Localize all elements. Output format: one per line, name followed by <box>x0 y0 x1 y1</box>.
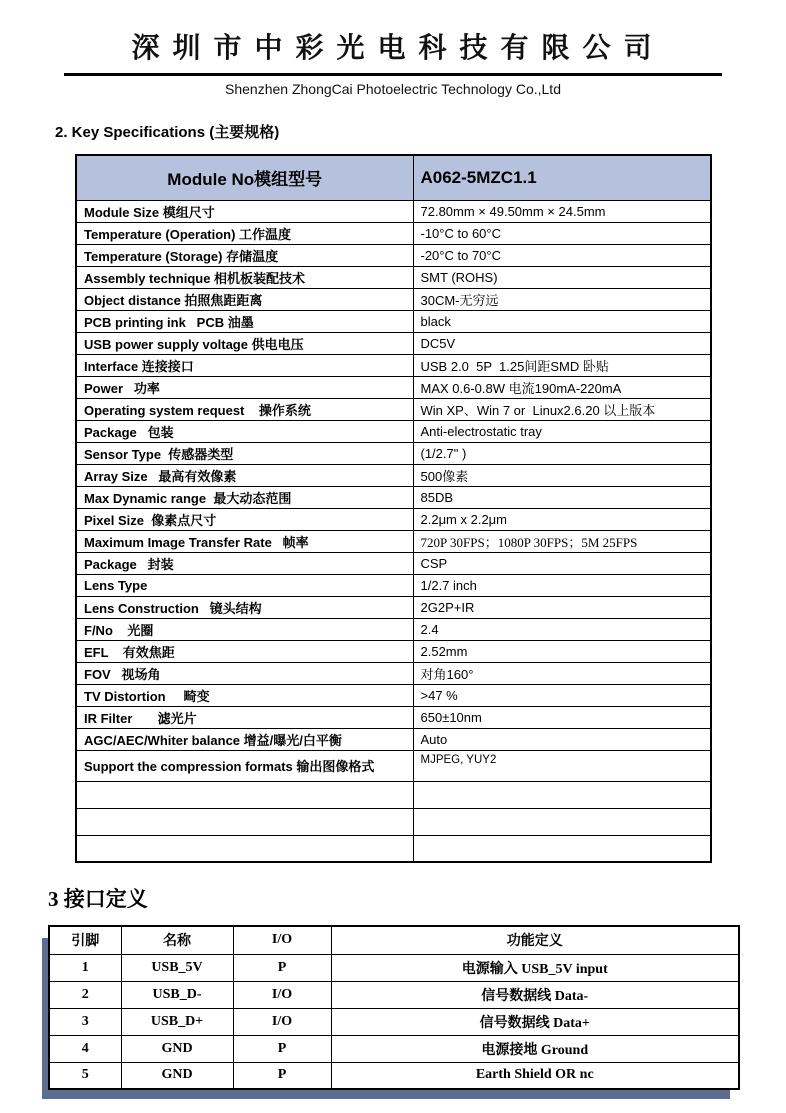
spec-row <box>76 266 711 288</box>
pin-row <box>49 1008 739 1035</box>
spec-row <box>76 684 711 706</box>
spec-table-body <box>76 200 711 862</box>
spec-value-cell: black <box>413 310 711 332</box>
spec-value-cell: 500像素 <box>413 464 711 486</box>
spec-label-cell: Lens Type <box>76 574 413 596</box>
pin-column-header: I/O <box>233 926 331 954</box>
spec-label-cell: USB power supply voltage 供电电压 <box>76 332 413 354</box>
section2-heading: 2. Key Specifications (主要规格) <box>55 124 280 141</box>
section3-heading: 3 接口定义 <box>48 887 148 911</box>
spec-value-cell: 720P 30FPS；1080P 30FPS；5M 25FPS <box>413 530 711 552</box>
spec-label-cell: Support the compression formats 输出图像格式 <box>76 750 413 781</box>
spec-value-cell: 2.4 <box>413 618 711 640</box>
spec-value-cell: USB 2.0 5P 1.25间距SMD 卧贴 <box>413 354 711 376</box>
spec-label-cell: FOV 视场角 <box>76 662 413 684</box>
spec-row <box>76 332 711 354</box>
spec-value-cell: -10°C to 60°C <box>413 222 711 244</box>
spec-empty-value-cell <box>413 835 711 862</box>
pin-cell: P <box>233 1035 331 1062</box>
pin-cell: 2 <box>49 981 121 1008</box>
company-title-english: Shenzhen ZhongCai Photoelectric Technology Co.,Ltd <box>225 81 561 97</box>
pin-row <box>49 1062 739 1089</box>
spec-value-cell: Win XP、Win 7 or Linux2.6.20 以上版本 <box>413 398 711 420</box>
pin-cell: P <box>233 1062 331 1089</box>
spec-value-cell: 72.80mm × 49.50mm × 24.5mm <box>413 200 711 222</box>
spec-label-cell: IR Filter 滤光片 <box>76 706 413 728</box>
key-specifications-table <box>75 154 712 863</box>
spec-value-cell: 650±10nm <box>413 706 711 728</box>
spec-row <box>76 508 711 530</box>
pin-cell: 电源输入 USB_5V input <box>331 954 739 981</box>
spec-empty-row <box>76 781 711 808</box>
pin-row <box>49 954 739 981</box>
pin-column-header: 功能定义 <box>331 926 739 954</box>
spec-row <box>76 750 711 781</box>
pin-header-row <box>49 926 739 954</box>
document-header <box>0 0 786 97</box>
spec-empty-label-cell <box>76 781 413 808</box>
spec-row <box>76 574 711 596</box>
spec-row <box>76 420 711 442</box>
spec-value-cell: 85DB <box>413 486 711 508</box>
spec-value-cell: SMT (ROHS) <box>413 266 711 288</box>
spec-row <box>76 486 711 508</box>
spec-empty-value-cell <box>413 808 711 835</box>
pin-definition-table <box>48 925 740 1090</box>
spec-value-cell: >47 % <box>413 684 711 706</box>
pin-column-header: 名称 <box>121 926 233 954</box>
spec-label-cell: TV Distortion 畸变 <box>76 684 413 706</box>
spec-empty-label-cell <box>76 808 413 835</box>
spec-row <box>76 376 711 398</box>
pin-cell: Earth Shield OR nc <box>331 1062 739 1089</box>
spec-value-cell: 2G2P+IR <box>413 596 711 618</box>
spec-label-cell: F/No 光圈 <box>76 618 413 640</box>
spec-label-cell: Pixel Size 像素点尺寸 <box>76 508 413 530</box>
spec-value-cell: (1/2.7" ) <box>413 442 711 464</box>
spec-value-cell: Anti-electrostatic tray <box>413 420 711 442</box>
spec-label-cell: Interface 连接接口 <box>76 354 413 376</box>
company-title-chinese: 深 圳 市 中 彩 光 电 科 技 有 限 公 司 <box>131 33 655 64</box>
spec-label-cell: EFL 有效焦距 <box>76 640 413 662</box>
spec-value-cell: 2.2μm x 2.2μm <box>413 508 711 530</box>
spec-empty-value-cell <box>413 781 711 808</box>
spec-table-header <box>76 155 711 200</box>
pin-cell: 信号数据线 Data+ <box>331 1008 739 1035</box>
pin-cell: 电源接地 Ground <box>331 1035 739 1062</box>
spec-value-cell: MJPEG, YUY2 <box>413 750 711 781</box>
spec-value-cell: 对角160° <box>413 662 711 684</box>
spec-label-cell: PCB printing ink PCB 油墨 <box>76 310 413 332</box>
spec-value-cell: MAX 0.6-0.8W 电流190mA-220mA <box>413 376 711 398</box>
spec-row <box>76 398 711 420</box>
pin-column-header: 引脚 <box>49 926 121 954</box>
spec-row <box>76 728 711 750</box>
spec-value-cell: 30CM-无穷远 <box>413 288 711 310</box>
spec-value-cell: Auto <box>413 728 711 750</box>
pin-row <box>49 1035 739 1062</box>
spec-label-cell: Package 包装 <box>76 420 413 442</box>
spec-label-cell: Assembly technique 相机板装配技术 <box>76 266 413 288</box>
pin-cell: USB_5V <box>121 954 233 981</box>
spec-header-row <box>76 155 711 200</box>
spec-row <box>76 662 711 684</box>
spec-empty-label-cell <box>76 835 413 862</box>
spec-label-cell: Object distance 拍照焦距距离 <box>76 288 413 310</box>
spec-empty-row <box>76 808 711 835</box>
spec-value-cell: CSP <box>413 552 711 574</box>
spec-row <box>76 706 711 728</box>
spec-row <box>76 200 711 222</box>
spec-row <box>76 354 711 376</box>
spec-label-cell: Package 封装 <box>76 552 413 574</box>
pin-cell: USB_D- <box>121 981 233 1008</box>
pin-cell: P <box>233 954 331 981</box>
pin-cell: 4 <box>49 1035 121 1062</box>
module-no-header-cell: Module No模组型号 <box>76 155 413 200</box>
spec-row <box>76 618 711 640</box>
pin-cell: 1 <box>49 954 121 981</box>
pin-cell: USB_D+ <box>121 1008 233 1035</box>
pin-table-body <box>49 954 739 1089</box>
pin-cell: I/O <box>233 1008 331 1035</box>
spec-row <box>76 530 711 552</box>
spec-label-cell: Operating system request 操作系统 <box>76 398 413 420</box>
pin-cell: 3 <box>49 1008 121 1035</box>
spec-label-cell: Temperature (Operation) 工作温度 <box>76 222 413 244</box>
pin-row <box>49 981 739 1008</box>
spec-label-cell: Maximum Image Transfer Rate 帧率 <box>76 530 413 552</box>
spec-row <box>76 310 711 332</box>
spec-label-cell: AGC/AEC/Whiter balance 增益/曝光/白平衡 <box>76 728 413 750</box>
spec-row <box>76 222 711 244</box>
module-no-value-cell: A062-5MZC1.1 <box>413 155 711 200</box>
spec-empty-row <box>76 835 711 862</box>
pin-cell: 信号数据线 Data- <box>331 981 739 1008</box>
spec-label-cell: Sensor Type 传感器类型 <box>76 442 413 464</box>
spec-label-cell: Max Dynamic range 最大动态范围 <box>76 486 413 508</box>
spec-row <box>76 288 711 310</box>
pin-cell: GND <box>121 1062 233 1089</box>
spec-value-cell: DC5V <box>413 332 711 354</box>
pin-cell: 5 <box>49 1062 121 1089</box>
spec-row <box>76 244 711 266</box>
spec-row <box>76 552 711 574</box>
pin-cell: I/O <box>233 981 331 1008</box>
spec-row <box>76 596 711 618</box>
spec-value-cell: 1/2.7 inch <box>413 574 711 596</box>
spec-row <box>76 464 711 486</box>
pin-table-head <box>49 926 739 954</box>
spec-row <box>76 640 711 662</box>
spec-row <box>76 442 711 464</box>
spec-label-cell: Array Size 最高有效像素 <box>76 464 413 486</box>
spec-value-cell: 2.52mm <box>413 640 711 662</box>
pin-cell: GND <box>121 1035 233 1062</box>
title-divider-rule <box>64 73 722 76</box>
spec-label-cell: Module Size 模组尺寸 <box>76 200 413 222</box>
spec-label-cell: Temperature (Storage) 存储温度 <box>76 244 413 266</box>
spec-value-cell: -20°C to 70°C <box>413 244 711 266</box>
spec-label-cell: Power 功率 <box>76 376 413 398</box>
spec-label-cell: Lens Construction 镜头结构 <box>76 596 413 618</box>
